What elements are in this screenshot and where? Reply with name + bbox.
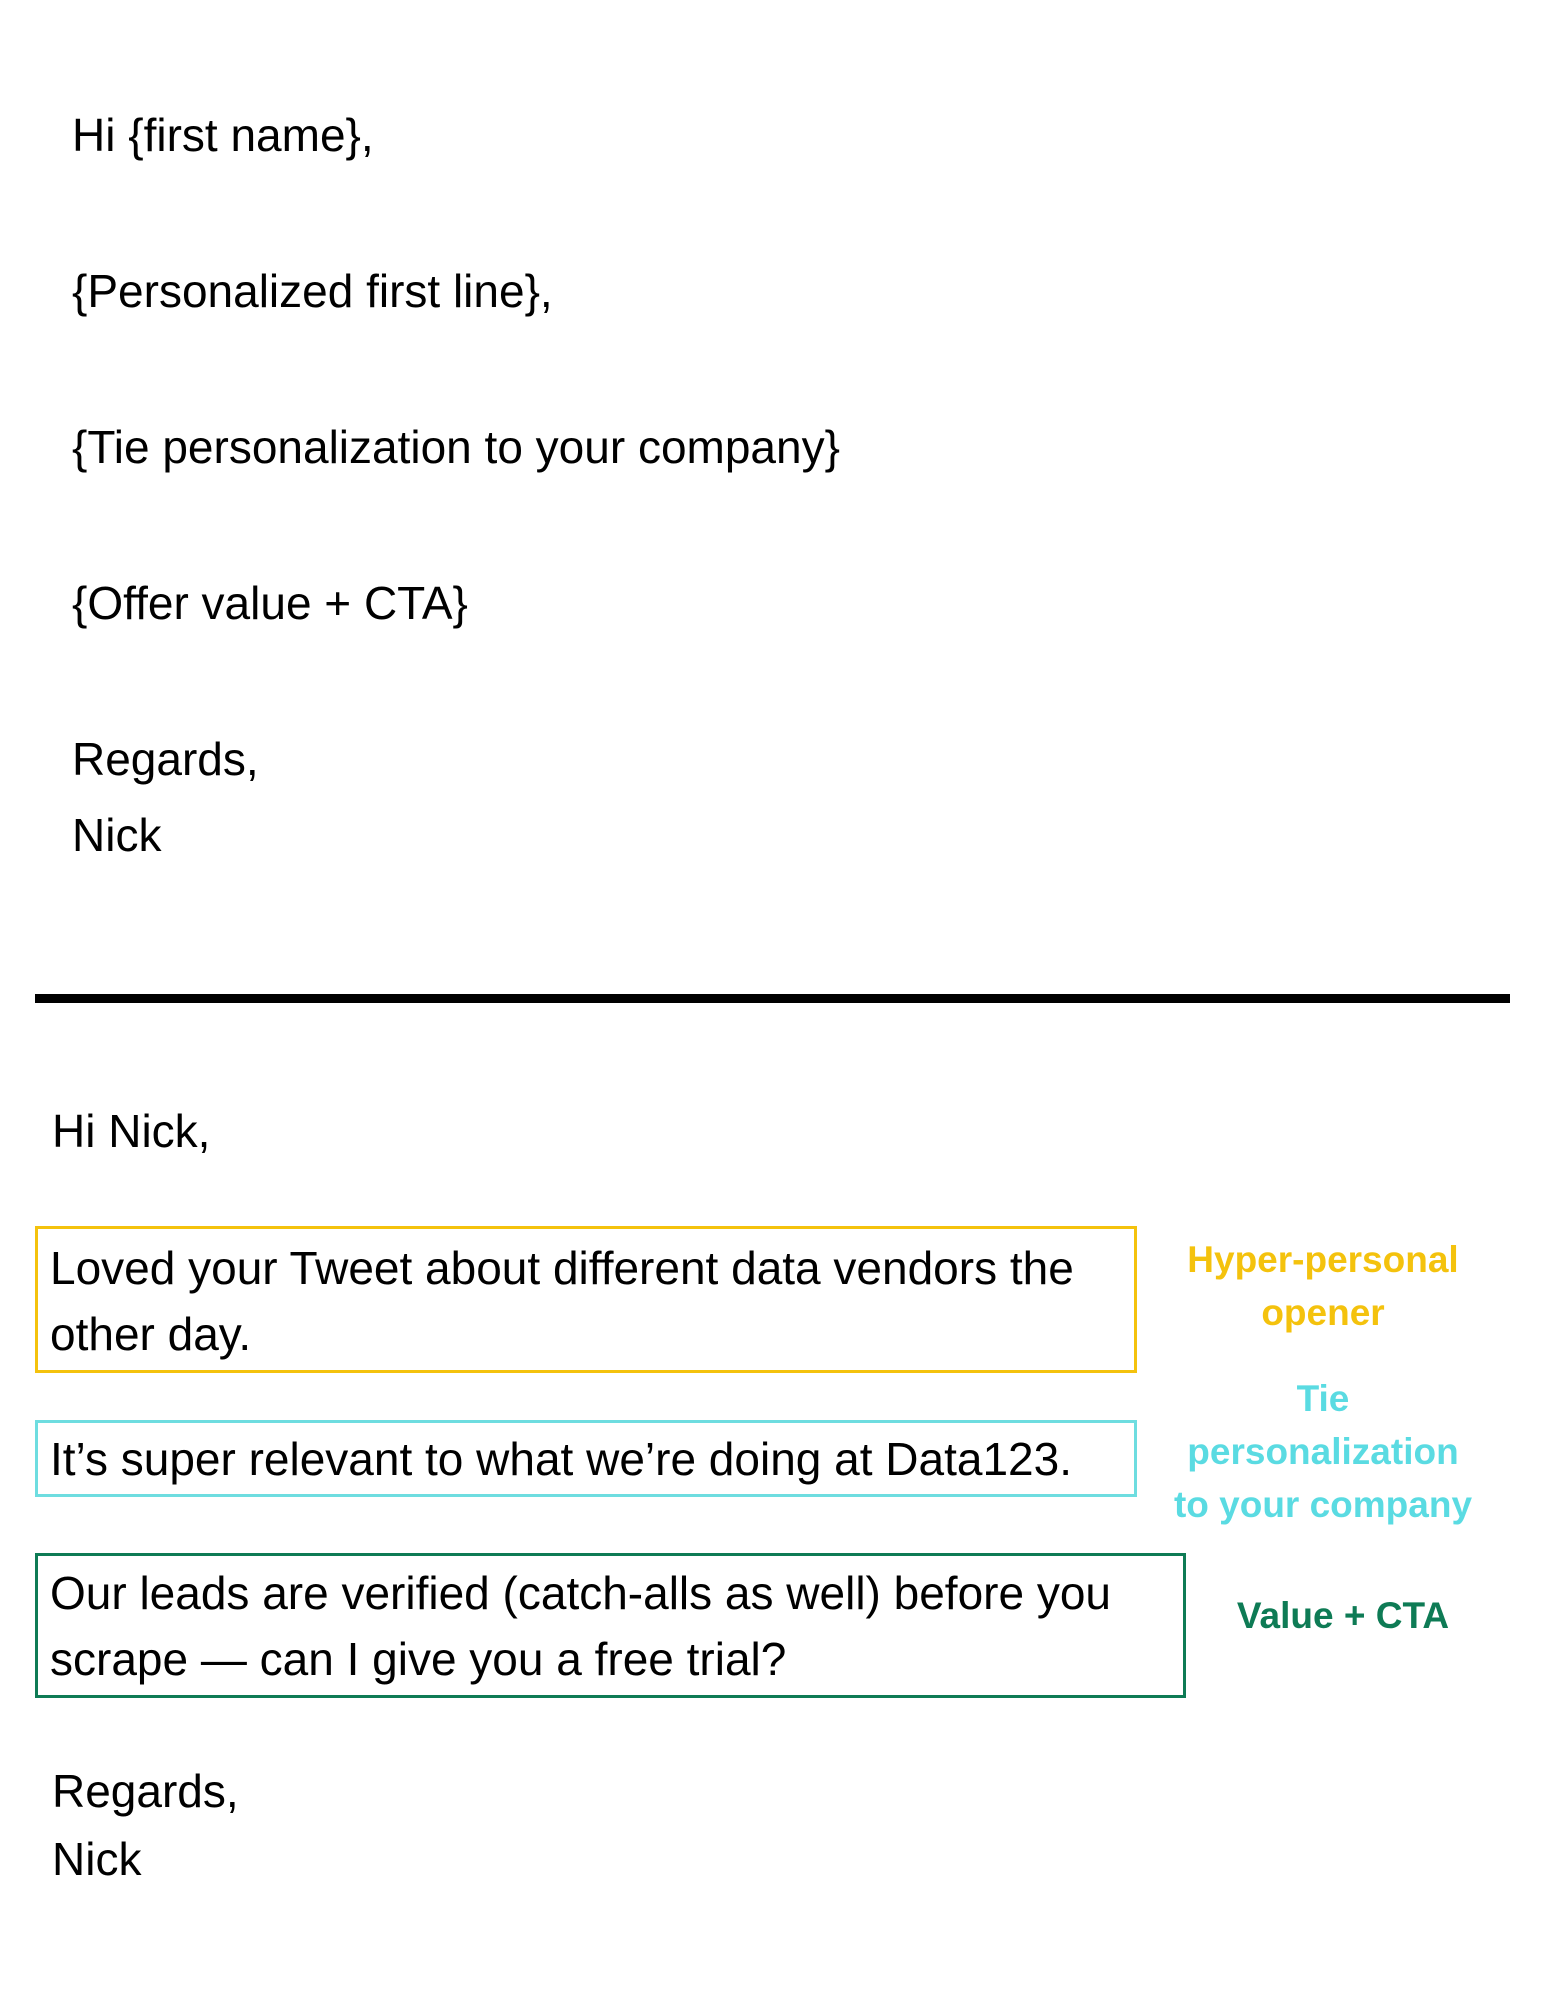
tie-annotation-line-3: to your company (1173, 1484, 1473, 1525)
tie-annotation-line-2: personalization (1187, 1431, 1459, 1472)
example-signoff: Regards, (52, 1765, 239, 1817)
template-signature: Nick (72, 809, 162, 861)
tie-annotation (1158, 1372, 1488, 1531)
tie-highlight-box (35, 1420, 1137, 1497)
template-signoff: Regards, (72, 733, 259, 785)
opener-annotation-line-1: Hyper-personal (1187, 1239, 1459, 1280)
value-highlight-box (35, 1553, 1186, 1698)
opener-annotation (1158, 1233, 1488, 1339)
opener-highlight-box (35, 1226, 1137, 1373)
opener-annotation-line-2: opener (1261, 1292, 1385, 1333)
template-tie-line: {Tie personalization to your company} (72, 421, 840, 473)
example-signature: Nick (52, 1833, 142, 1885)
value-line-1: Our leads are verified (catch-alls as well) before you (50, 1567, 1112, 1619)
opener-line-2: other day. (50, 1308, 252, 1360)
tie-line-1: It’s super relevant to what we’re doing at Data123. (50, 1433, 1072, 1485)
tie-annotation-line-1: Tie (1296, 1378, 1350, 1419)
template-offer-line: {Offer value + CTA} (72, 577, 468, 629)
example-greeting: Hi Nick, (52, 1105, 211, 1157)
template-personalized-line: {Personalized first line}, (72, 265, 553, 317)
value-annotation (1183, 1589, 1503, 1642)
section-divider (35, 994, 1510, 1003)
template-greeting: Hi {first name}, (72, 109, 374, 161)
value-annotation-line-1: Value + CTA (1236, 1595, 1450, 1636)
opener-line-1: Loved your Tweet about different data vendors the (50, 1242, 1074, 1294)
value-line-2: scrape — can I give you a free trial? (50, 1633, 787, 1685)
